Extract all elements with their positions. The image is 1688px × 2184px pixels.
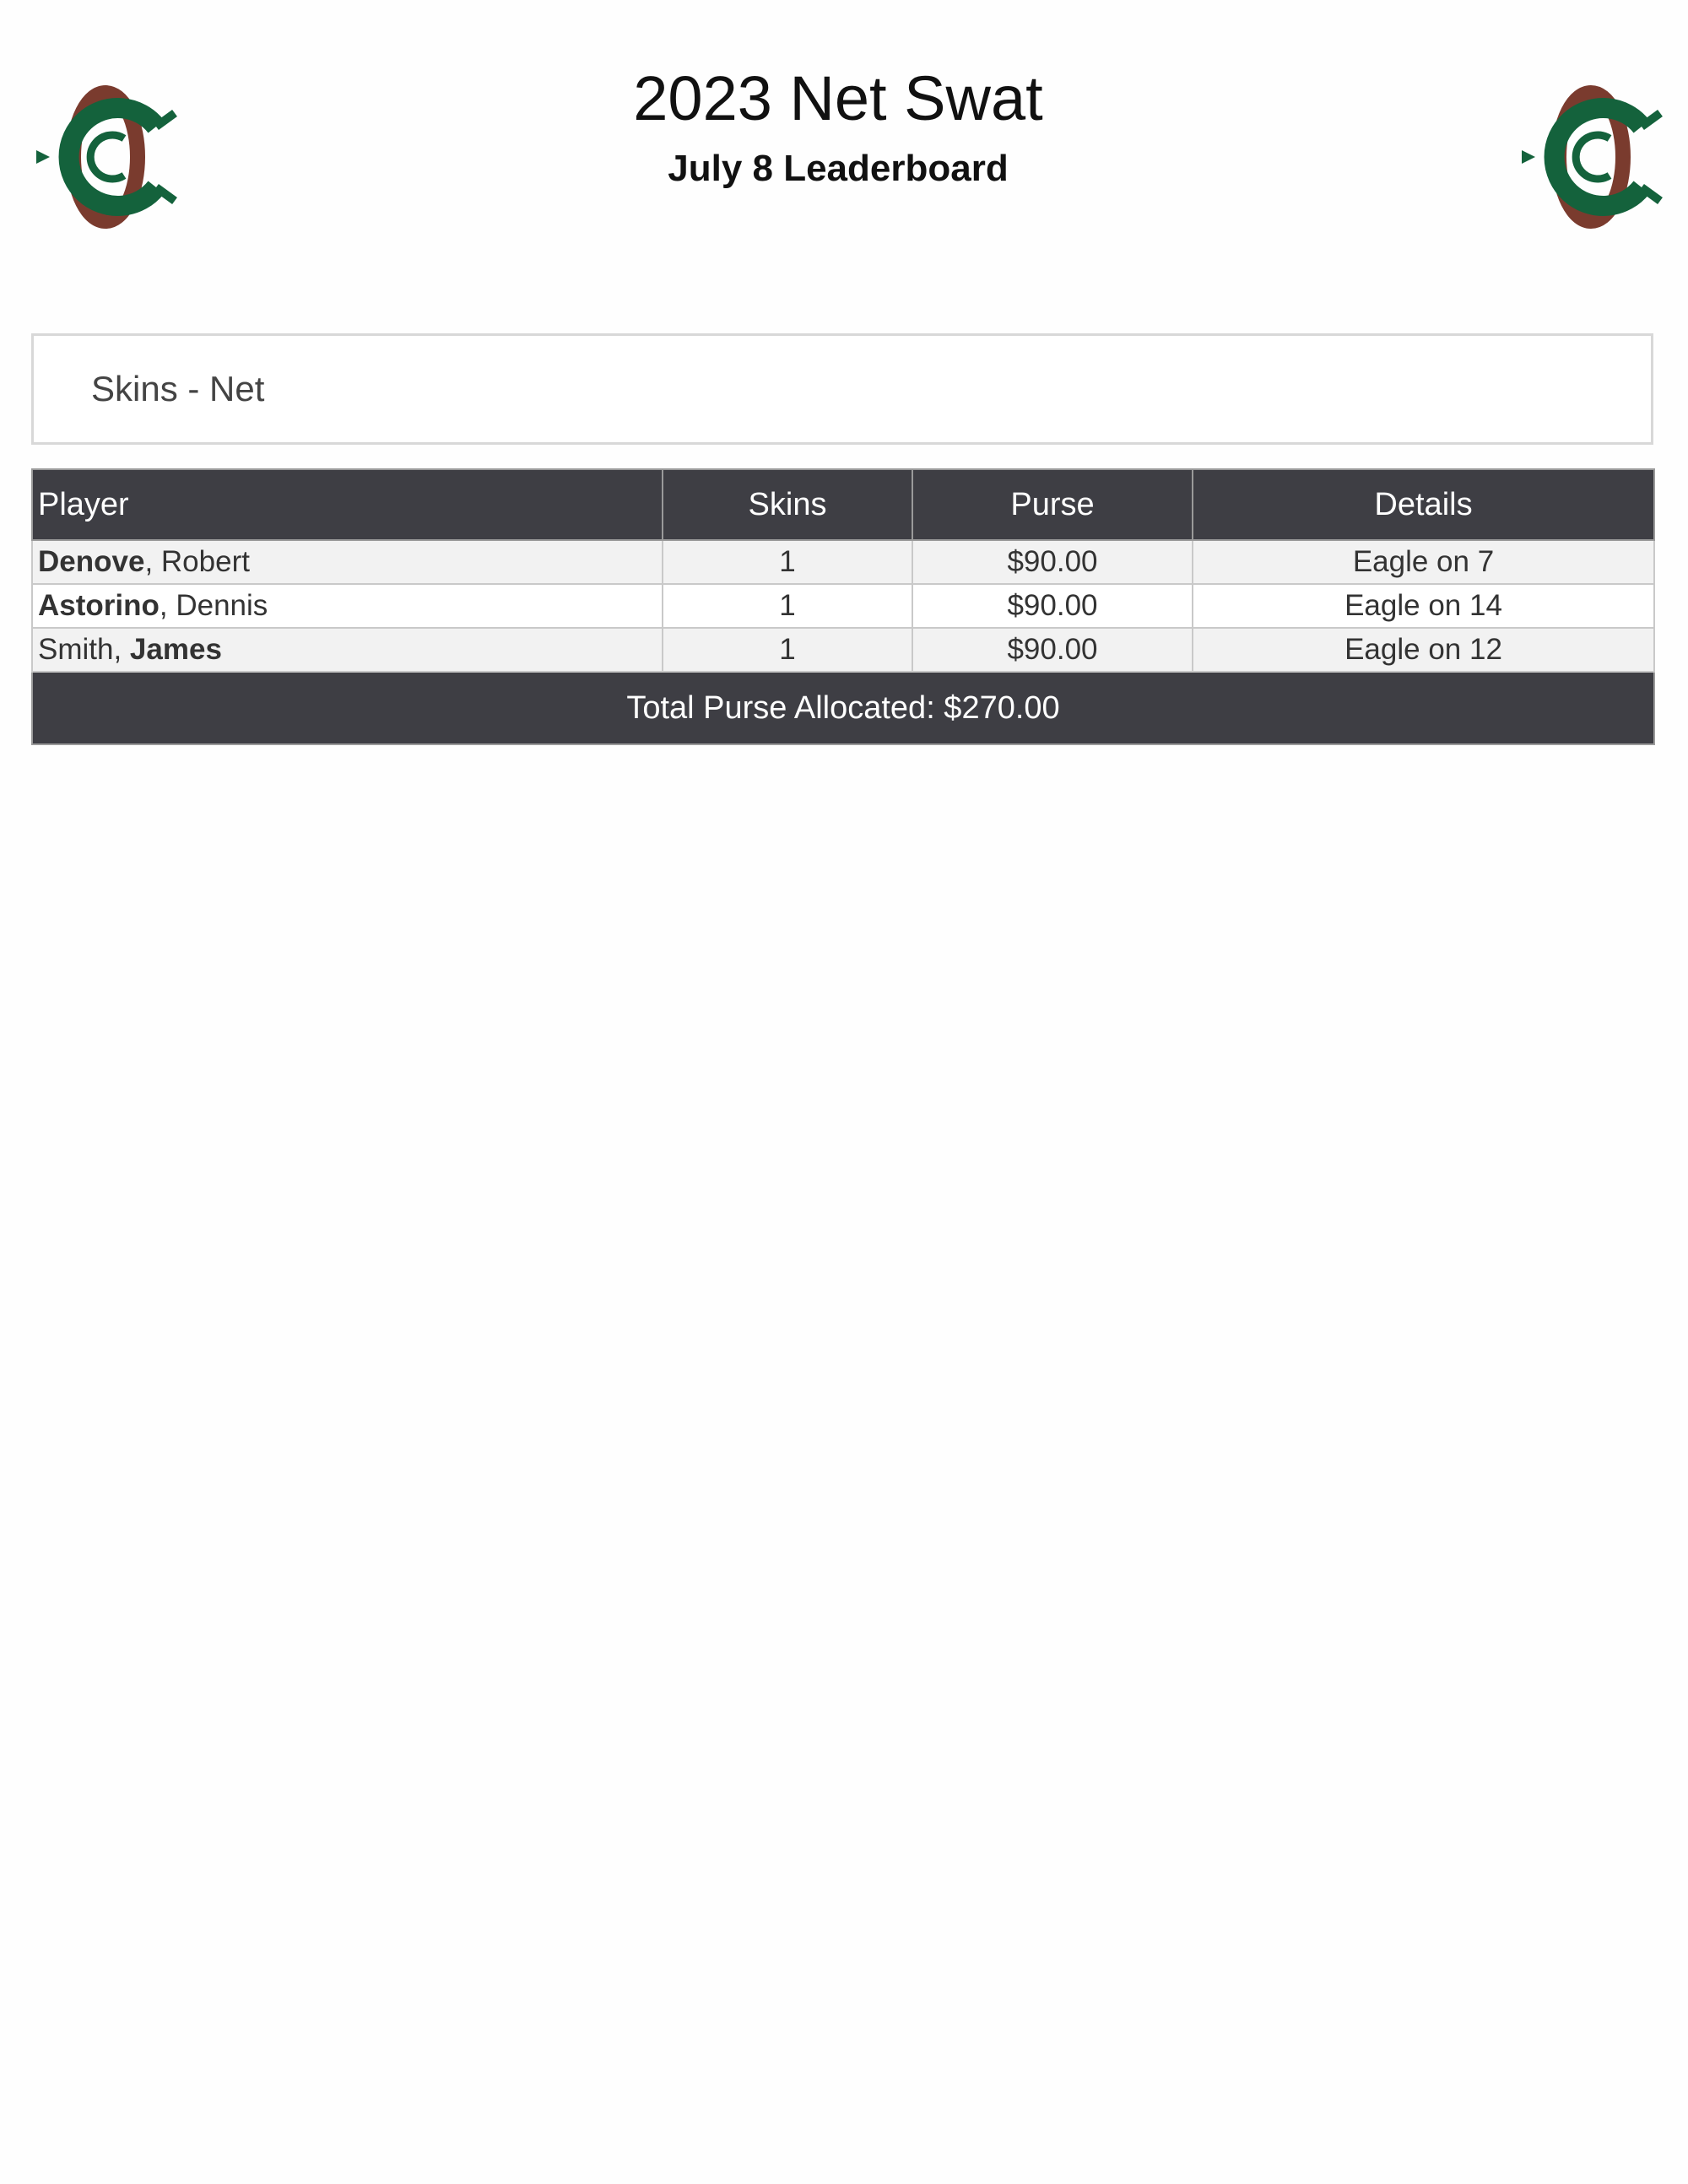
leaderboard-table [31,468,1655,745]
table-row [32,584,1654,628]
details-cell: Eagle on 14 [1193,584,1654,628]
skins-cell: 1 [663,584,912,628]
player-cell: Denove, Robert [32,540,663,584]
purse-cell: $90.00 [912,540,1193,584]
player-first-name: James [129,633,222,666]
details-cell: Eagle on 12 [1193,628,1654,672]
purse-cell: $90.00 [912,584,1193,628]
total-purse-allocated: Total Purse Allocated: $270.00 [32,672,1654,744]
player-first-name: Dennis [176,589,268,622]
section-title: Skins - Net [91,369,265,408]
player-last-name: Astorino [38,589,160,622]
column-header-details[interactable]: Details [1193,469,1654,540]
column-header-purse[interactable]: Purse [912,469,1193,540]
player-last-name: Smith [38,633,114,666]
player-last-name: Denove [38,545,145,578]
section-header [31,333,1653,445]
page-title: 2023 Net Swat [633,63,1043,133]
player-cell: Smith, James [32,628,663,672]
column-header-skins[interactable]: Skins [663,469,912,540]
details-cell: Eagle on 7 [1193,540,1654,584]
column-header-player[interactable]: Player [32,469,663,540]
player-cell: Astorino, Dennis [32,584,663,628]
table-row [32,628,1654,672]
skins-cell: 1 [663,628,912,672]
skins-cell: 1 [663,540,912,584]
table-row [32,540,1654,584]
table-footer-row [32,672,1654,744]
player-first-name: Robert [160,545,250,578]
purse-cell: $90.00 [912,628,1193,672]
table-header-row [32,469,1654,540]
page-subtitle: July 8 Leaderboard [668,148,1009,189]
